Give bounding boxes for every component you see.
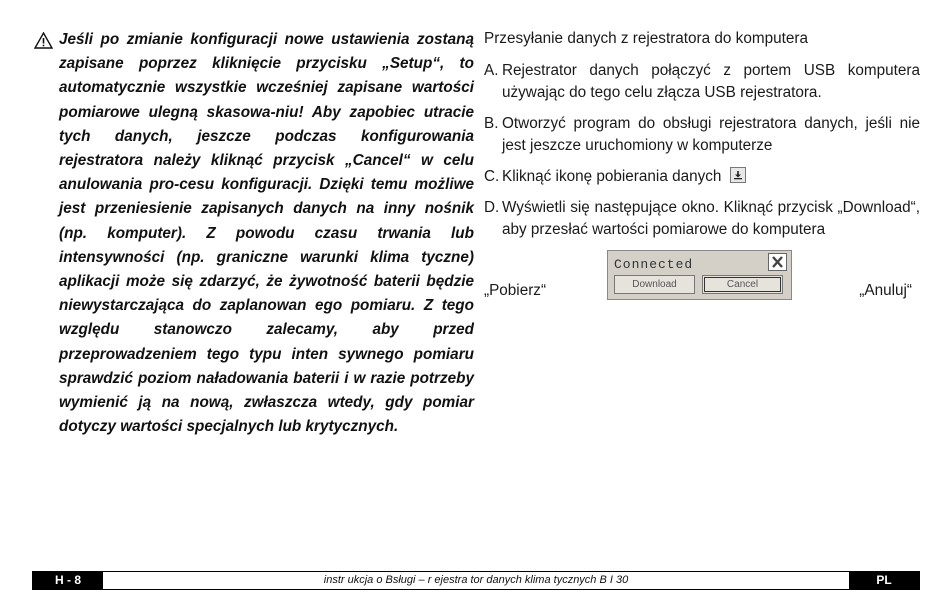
language-code: PL [849, 572, 919, 589]
connected-dialog [607, 250, 792, 300]
footer-title: instr ukcja o Bsługi – r ejestra tor danych klima tycznych B I 30 [323, 574, 629, 586]
warning-triangle-icon [34, 32, 53, 49]
warning-paragraph [34, 28, 474, 439]
step-a [484, 60, 920, 104]
close-icon[interactable] [768, 253, 787, 271]
caption-download: „Pobierz“ [484, 282, 547, 299]
page-number: H - 8 [33, 572, 103, 589]
dialog-buttons [614, 275, 785, 294]
step-text: Otworzyć program do obsługi rejestratora danych, jeśli nie jest jeszcze uruchomiony w komputerze [502, 115, 920, 154]
dialog-title: Connected [614, 257, 694, 272]
step-text: Wyświetli się następujące okno. Kliknąć przycisk „Download“, aby przesłać wartości pomiarowe do komputera [502, 199, 920, 238]
caption-cancel: „Anuluj“ [859, 282, 912, 299]
download-button[interactable]: Download [614, 275, 695, 294]
step-label: D. [484, 199, 500, 216]
step-d [484, 197, 920, 241]
step-label: C. [484, 168, 500, 185]
step-c [484, 166, 920, 188]
page-footer [32, 571, 920, 590]
step-label: B. [484, 115, 499, 132]
download-data-icon [730, 167, 746, 183]
warning-text: Jeśli po zmianie konfiguracji nowe ustawienia zostaną zapisane poprzez kliknięcie przycisku „Setup“, to automatycznie wszystkie wcześniej zapisane wartości pomiarowe ulegną skasowa-niu! Aby zapobiec utracie tych danych, jeszcze podczas konfigurowania rejestratora należy kliknąć przycisk „Cancel“ w celu anulowania pro-cesu konfiguracji. Dzięki temu możliwe jest przeniesienie zapisanych danych na inny nośnik (np. komputer). Z powodu czasu trwania lub intensywności (np. graniczne warunki klima tyczne) aplikacji może się zdarzyć, że żywotność baterii będzie niewystarczająca do zaplanowan ego pomiaru. Z tego względu stanowczo zalecamy, aby przed przeprowadzeniem tego typu inten sywnego pomiaru sprawdzić poziom naładowania baterii i w razie potrzeby wymienić ją na nową, zwłaszcza wtedy, gdy pomiar dotyczy wartości specjalnych lub krytycznych. [59, 31, 474, 436]
cancel-button[interactable]: Cancel [702, 275, 783, 294]
warning-column [34, 28, 474, 439]
step-text: Kliknąć ikonę pobierania danych [502, 168, 722, 185]
transfer-section [484, 28, 920, 320]
step-b [484, 113, 920, 157]
step-label: A. [484, 62, 499, 79]
dialog-titlebar [608, 251, 791, 272]
dialog-illustration [484, 250, 920, 320]
section-title: Przesyłanie danych z rejestratora do komputera [484, 30, 808, 47]
step-text: Rejestrator danych połączyć z portem USB komputera używając do tego celu złącza USB rejestratora. [502, 62, 920, 101]
